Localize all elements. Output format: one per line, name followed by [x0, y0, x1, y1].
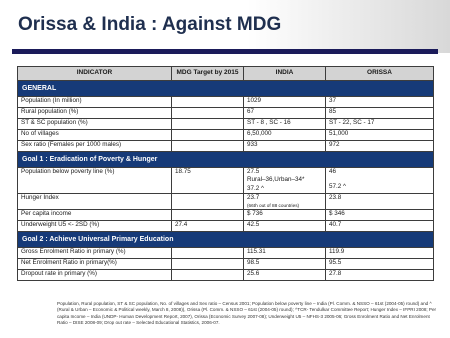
section-goal-2 — [18, 232, 434, 248]
header-india: INDIA — [244, 67, 326, 81]
india-poverty-tcr: 37.2 ^ — [247, 184, 264, 192]
mdg-table — [17, 66, 434, 281]
header-indicator: INDICATOR — [18, 67, 172, 81]
title-divider — [12, 49, 438, 54]
orissa-poverty-value: 46 — [329, 167, 337, 175]
target-cell — [172, 118, 244, 129]
table-row — [18, 248, 434, 259]
target-cell — [172, 194, 244, 210]
target-cell: 27.4 — [172, 221, 244, 232]
target-cell — [172, 248, 244, 259]
orissa-poverty-tcr: 57.2 ^ — [329, 183, 346, 191]
source-footnote: Population, Rural population, ST & SC population, No. of villages and Sex ratio – Census 2001; Population below poverty line – India (Pl. Comm. & NSSO – 61st (2004-05) round) and ^ (Rural & Urban – Economic & Political weekly, March 8, 2008)), Orissa (Pl. Comm. & NSSO – 61st (2004-05) round); ^TCR- Tendulkar Committee Report; Hunger Index – IFPRI 2008; Per capita Income – India (UNDP- Human Development Report, 2007), Orissa (Economic Survey 2007-08); Underweight U5 – NFHS-3 2005-06; Gross Enrolment Ratio and Net Enrolment Ratio – DISE 2008-09; Drop out rate – Selected Educational Statistics, 2006-07. — [57, 301, 437, 326]
india-cell: 115.31 — [244, 248, 326, 259]
india-cell: 67 — [244, 107, 326, 118]
indicator-cell: No of villages — [18, 129, 172, 140]
section-general — [18, 80, 434, 96]
table-row — [18, 107, 434, 118]
india-cell — [244, 167, 326, 194]
india-cell: 25.6 — [244, 270, 326, 281]
india-poverty-value: 27.5 — [247, 167, 260, 175]
india-hunger-rank: (66th out of 88 countries) — [247, 202, 300, 208]
india-cell: ST - 8 , SC - 16 — [244, 118, 326, 129]
table-row — [18, 270, 434, 281]
indicator-cell: ST & SC population (%) — [18, 118, 172, 129]
table-row-poverty — [18, 167, 434, 194]
table-row — [18, 118, 434, 129]
indicator-cell: Hunger Index — [18, 194, 172, 210]
orissa-cell: 23.8 — [326, 194, 434, 210]
india-cell: 1029 — [244, 96, 326, 107]
indicator-cell: Dropout rate in primary (%) — [18, 270, 172, 281]
india-cell: 42.5 — [244, 221, 326, 232]
target-cell — [172, 259, 244, 270]
india-cell — [244, 194, 326, 210]
orissa-cell: 40.7 — [326, 221, 434, 232]
indicator-cell: Sex ratio (Females per 1000 males) — [18, 140, 172, 151]
table-row — [18, 259, 434, 270]
table-row — [18, 210, 434, 221]
section-heading: Goal 1 : Eradication of Poverty & Hunger — [18, 151, 434, 167]
india-cell: $ 736 — [244, 210, 326, 221]
section-heading: Goal 2 : Achieve Universal Primary Education — [18, 232, 434, 248]
table-row — [18, 221, 434, 232]
orissa-cell — [326, 167, 434, 194]
india-hunger-value: 23.7 — [247, 194, 260, 202]
target-cell — [172, 107, 244, 118]
orissa-cell: 972 — [326, 140, 434, 151]
table-row-hunger — [18, 194, 434, 210]
header-orissa: ORISSA — [326, 67, 434, 81]
orissa-cell: 85 — [326, 107, 434, 118]
indicator-cell: Per capita income — [18, 210, 172, 221]
section-heading: GENERAL — [18, 80, 434, 96]
indicator-cell: Gross Enrolment Ratio in primary (%) — [18, 248, 172, 259]
orissa-cell: ST - 22, SC - 17 — [326, 118, 434, 129]
table-header-row — [18, 67, 434, 81]
indicator-cell: Population below poverty line (%) — [18, 167, 172, 194]
indicator-cell: Net Enrolment Ratio in primary(%) — [18, 259, 172, 270]
table-row — [18, 96, 434, 107]
table-row — [18, 129, 434, 140]
target-cell — [172, 129, 244, 140]
india-cell: 6,50,000 — [244, 129, 326, 140]
table-row — [18, 140, 434, 151]
orissa-cell: 119.9 — [326, 248, 434, 259]
orissa-cell: 37 — [326, 96, 434, 107]
target-cell — [172, 96, 244, 107]
orissa-cell: 27.8 — [326, 270, 434, 281]
orissa-cell: $ 346 — [326, 210, 434, 221]
india-cell: 98.5 — [244, 259, 326, 270]
target-cell — [172, 270, 244, 281]
cell-spacer — [329, 176, 430, 183]
section-goal-1 — [18, 151, 434, 167]
indicator-cell: Underweight U5 <- 2SD (%) — [18, 221, 172, 232]
target-cell: 18.75 — [172, 167, 244, 194]
header-target: MDG Target by 2015 — [172, 67, 244, 81]
indicator-cell: Population (In million) — [18, 96, 172, 107]
indicator-cell: Rural population (%) — [18, 107, 172, 118]
target-cell — [172, 140, 244, 151]
target-cell — [172, 210, 244, 221]
india-cell: 933 — [244, 140, 326, 151]
orissa-cell: 51,000 — [326, 129, 434, 140]
orissa-cell: 95.5 — [326, 259, 434, 270]
page-title: Orissa & India : Against MDG — [18, 14, 282, 35]
india-poverty-rural-urban: Rural–36,Urban–34* — [247, 176, 305, 184]
